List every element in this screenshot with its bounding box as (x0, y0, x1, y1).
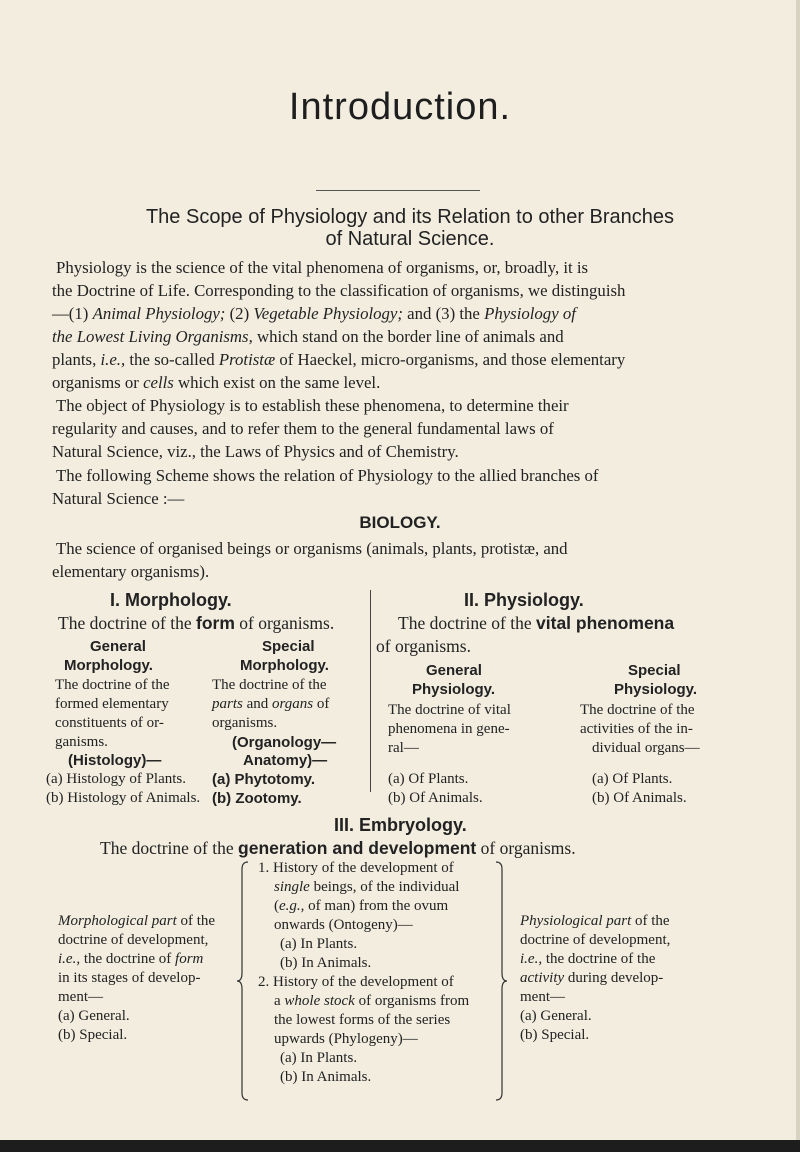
special-morphology-h2: Morphology. (240, 657, 329, 674)
p1-l6a: organisms or (52, 373, 139, 392)
embryo-right-a: (a) General. (520, 1008, 592, 1024)
subtitle-line-2: of Natural Science. (325, 228, 495, 250)
special-physiology-b: (b) Of Animals. (592, 790, 687, 806)
embryo-left-l3c: form (175, 951, 204, 967)
general-morphology-a: (a) Histology of Plants. (46, 771, 186, 787)
embryo-center-l8b: whole stock (284, 993, 355, 1009)
general-physiology-h1: General (426, 662, 482, 679)
special-morphology-l5: Anatomy)— (243, 752, 328, 769)
special-physiology-h2: Physiology. (614, 681, 698, 698)
embryo-center-l11: (a) In Plants. (280, 1050, 358, 1066)
physiology-desc-line1 (398, 613, 674, 634)
embryo-center-l2b: beings, of the individual (313, 879, 460, 895)
special-physiology-l2: activities of the in- (580, 721, 693, 737)
p1-line-6 (52, 373, 380, 393)
special-morphology-l3: organisms. (212, 715, 278, 731)
special-morphology-a: (a) Phytotomy. (212, 771, 316, 788)
p1-l5c: the so-called (129, 350, 215, 369)
p1-l4b: which stand on the border line of animals and (256, 327, 564, 346)
physiology-heading: II. Physiology. (464, 590, 584, 610)
embryo-center-l12: (b) In Animals. (280, 1069, 372, 1085)
biology-heading: BIOLOGY. (359, 513, 441, 532)
p1-lead: Physiology (56, 258, 132, 277)
embryo-center-l8 (274, 993, 469, 1010)
p1-l3f: Physiology of (484, 304, 576, 323)
embryology-desc-a: The doctrine of the (100, 838, 234, 858)
embryo-right-l5: ment— (520, 989, 565, 1005)
general-morphology-l5: (Histology)— (68, 752, 162, 769)
general-physiology-l3: ral— (388, 740, 419, 756)
embryo-center-l8c: of organisms from (358, 993, 470, 1009)
page-edge (796, 0, 800, 1152)
embryo-right-l4 (520, 970, 663, 987)
embryo-center-l2 (274, 879, 459, 896)
general-morphology-b: (b) Histology of Animals. (46, 790, 201, 806)
p1-l6c: which exist on the same level. (178, 373, 381, 392)
embryo-left-b: (b) Special. (58, 1027, 128, 1043)
embryo-right-l2: doctrine of development, (520, 932, 671, 948)
embryo-center-l3a: ( (274, 898, 279, 914)
special-physiology-h1: Special (628, 662, 681, 679)
left-brace-icon (236, 861, 250, 1101)
special-morphology-l1: The doctrine of the (212, 677, 327, 693)
p1-l3b: Animal Physiology; (92, 304, 226, 323)
general-physiology-a: (a) Of Plants. (388, 771, 469, 787)
embryo-center-l4: onwards (Ontogeny)— (274, 917, 413, 933)
embryo-right-l3b: the doctrine of the (545, 951, 656, 967)
p1-line-2: the Doctrine of Life. Corresponding to the classification of organisms, we distinguish (52, 281, 626, 300)
embryo-center-l7: 2. History of the development of (258, 974, 454, 990)
general-physiology-b: (b) Of Animals. (388, 790, 483, 806)
special-morphology-l2a: parts (212, 696, 243, 712)
p1-l3a: —(1) (52, 304, 89, 323)
embryo-right-l1b: of the (635, 913, 670, 929)
morphology-desc (58, 613, 334, 634)
embryo-center-l1: 1. History of the development of (258, 860, 454, 876)
general-morphology-l3: constituents of or- (55, 715, 164, 731)
embryo-left-l3b: the doctrine of (83, 951, 172, 967)
physiology-desc-a: The doctrine of the (398, 613, 532, 633)
embryo-right-l4b: during develop- (567, 970, 664, 986)
p1-line-3 (52, 304, 576, 324)
general-morphology-l1: The doctrine of the (55, 677, 170, 693)
embryo-left-a: (a) General. (58, 1008, 130, 1024)
embryo-right-b: (b) Special. (520, 1027, 590, 1043)
embryology-heading: III. Embryology. (334, 815, 467, 835)
p1-line-5 (52, 350, 625, 370)
subtitle-line-1: The Scope of Physiology and its Relation to other Branches (145, 206, 675, 228)
p2-line-1: The object of Physiology is to establish these phenomena, to determine their (56, 396, 569, 415)
general-morphology-h2: Morphology. (64, 657, 153, 674)
embryo-right-l3a: i.e., (520, 951, 543, 967)
embryology-desc (100, 838, 576, 859)
general-morphology-h1: General (90, 638, 146, 655)
special-morphology-l2b: and (246, 696, 269, 712)
embryo-center-l3c: of man) from the ovum (308, 898, 449, 914)
embryo-left-l1a: Morphological part (58, 913, 177, 929)
page-title: Introduction. (288, 86, 512, 128)
page-bottom-band (0, 1140, 800, 1152)
physiology-desc-b: vital phenomena (536, 613, 675, 633)
embryo-right-l1a: Physiological part (520, 913, 632, 929)
p2-line-2: regularity and causes, and to refer them to the general fundamental laws of (52, 419, 554, 438)
embryo-center-l5: (a) In Plants. (280, 936, 358, 952)
p1-l5b: i.e., (100, 350, 126, 369)
right-brace-icon (494, 861, 508, 1101)
title-rule (316, 190, 480, 191)
embryo-left-l2: doctrine of development, (58, 932, 209, 948)
embryology-desc-c: of organisms. (480, 838, 576, 858)
special-morphology-l4: (Organology— (232, 734, 337, 751)
embryo-center-l6: (b) In Animals. (280, 955, 372, 971)
embryo-right-l4a: activity (520, 970, 565, 986)
p1-l5d: Protistæ (218, 350, 276, 369)
embryo-left-l1 (58, 913, 215, 930)
section-subtitle (60, 206, 760, 250)
embryo-left-l1b: of the (180, 913, 216, 929)
embryo-center-l8a: a (274, 993, 281, 1009)
morphology-heading: I. Morphology. (110, 590, 232, 610)
p1-l3d: Vegetable Physiology; (253, 304, 403, 323)
p1-l5a: plants, (52, 350, 97, 369)
general-morphology-l2: formed elementary (55, 696, 169, 712)
special-morphology-l2c: organs (272, 696, 314, 712)
special-physiology-l3: dividual organs— (592, 740, 700, 756)
p1-text-1: is the science of the vital phenomena of organisms, or, broadly, it is (135, 258, 589, 277)
p1-l5e: of Haeckel, micro-organisms, and those elementary (279, 350, 626, 369)
embryo-center-l3 (274, 898, 448, 915)
biology-line-1: The science of organised beings or organisms (animals, plants, protistæ, and (56, 539, 568, 558)
general-physiology-l2: phenomena in gene- (388, 721, 510, 737)
physiology-desc-c: of organisms. (376, 636, 471, 656)
p1-l6b: cells (143, 373, 174, 392)
general-morphology-l4: ganisms. (55, 734, 108, 750)
p3-line-1: The following Scheme shows the relation of Physiology to the allied branches of (56, 466, 599, 485)
embryo-center-l10: upwards (Phylogeny)— (274, 1031, 418, 1047)
embryo-right-l3 (520, 951, 655, 968)
embryo-left-l5: ment— (58, 989, 103, 1005)
special-morphology-l2 (212, 696, 329, 713)
embryo-center-l9: the lowest forms of the series (274, 1012, 451, 1028)
general-physiology-l1: The doctrine of vital (388, 702, 511, 718)
p1-l3c: (2) (229, 304, 250, 323)
morphology-desc-b: form (196, 613, 235, 633)
p1-line-4 (52, 327, 564, 347)
p1-l4a: the Lowest Living Organisms, (52, 327, 253, 346)
column-divider (370, 590, 371, 792)
special-morphology-b: (b) Zootomy. (212, 790, 302, 807)
embryo-right-l1 (520, 913, 670, 930)
special-physiology-l1: The doctrine of the (580, 702, 695, 718)
embryo-center-l2a: single (274, 879, 310, 895)
embryo-left-l3 (58, 951, 203, 968)
special-morphology-h1: Special (262, 638, 315, 655)
embryology-desc-b: generation and development (238, 838, 477, 858)
embryo-center-l3b: e.g., (279, 898, 305, 914)
general-physiology-h2: Physiology. (412, 681, 496, 698)
p3-line-2: Natural Science :— (52, 489, 185, 508)
special-physiology-a: (a) Of Plants. (592, 771, 673, 787)
biology-line-2: elementary organisms). (52, 562, 210, 581)
morphology-desc-a: The doctrine of the (58, 613, 192, 633)
embryo-left-l4: in its stages of develop- (58, 970, 201, 986)
p1-line-1 (56, 258, 588, 278)
p1-l3e: and (3) the (407, 304, 480, 323)
special-morphology-l2d: of (316, 696, 330, 712)
p2-line-3: Natural Science, viz., the Laws of Physics and of Chemistry. (52, 442, 459, 461)
morphology-desc-c: of organisms. (239, 613, 335, 633)
embryo-left-l3a: i.e., (58, 951, 81, 967)
